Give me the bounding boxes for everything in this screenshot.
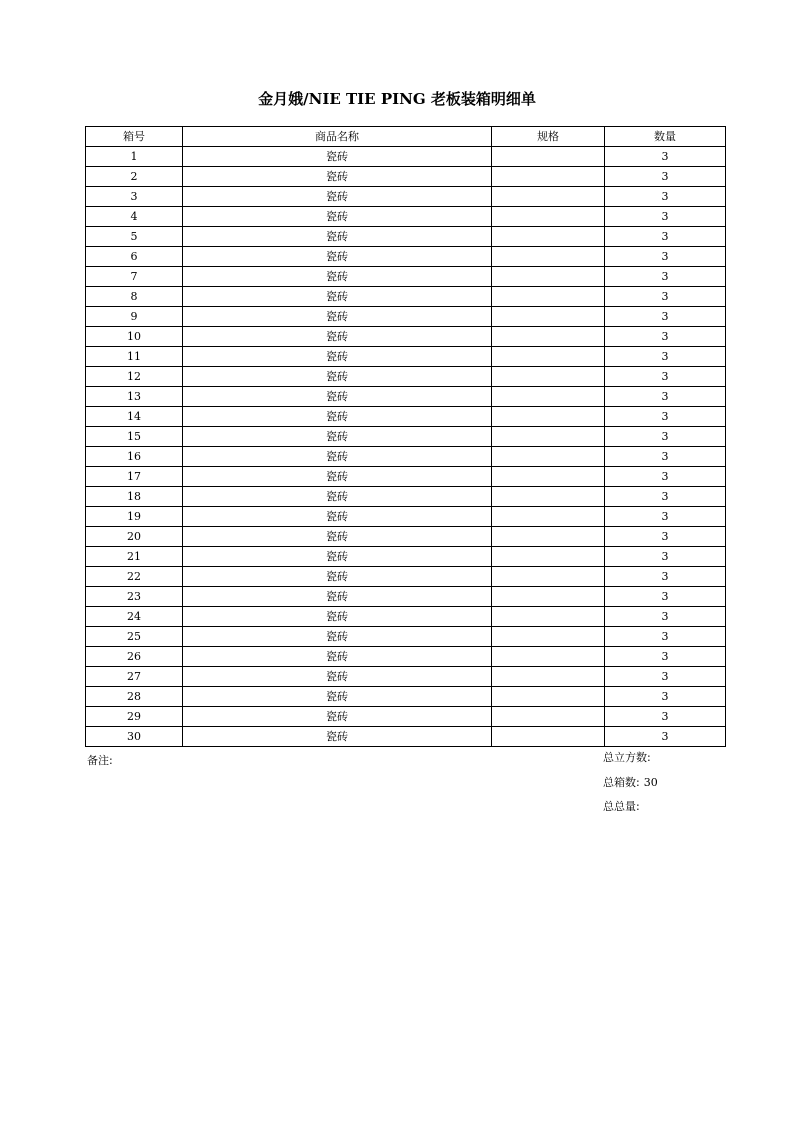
quantity-cell: 3 [605,627,726,647]
table-row [86,387,726,407]
spec-cell [492,207,605,227]
table-row [86,327,726,347]
spec-cell [492,427,605,447]
table-row [86,187,726,207]
box-no-cell: 21 [86,547,183,567]
spec-cell [492,367,605,387]
document-title: 金月娥/NIE TIE PING 老板装箱明细单 [258,90,536,108]
table-row [86,287,726,307]
box-no-cell: 12 [86,367,183,387]
product-name-cell: 瓷砖 [183,687,492,707]
quantity-cell: 3 [605,267,726,287]
box-no-cell: 13 [86,387,183,407]
product-name-cell: 瓷砖 [183,187,492,207]
table-header-row [86,127,726,147]
box-no-cell: 27 [86,667,183,687]
table-row [86,547,726,567]
quantity-cell: 3 [605,307,726,327]
quantity-cell: 3 [605,707,726,727]
box-no-cell: 18 [86,487,183,507]
table-row [86,227,726,247]
box-no-cell: 22 [86,567,183,587]
table-row [86,447,726,467]
header-spec: 规格 [492,127,605,147]
quantity-cell: 3 [605,247,726,267]
table-row [86,667,726,687]
box-no-cell: 26 [86,647,183,667]
total-volume-label: 总立方数: [603,751,651,764]
total-volume [603,749,651,765]
spec-cell [492,247,605,267]
table-row [86,307,726,327]
quantity-cell: 3 [605,427,726,447]
table-row [86,487,726,507]
quantity-cell: 3 [605,167,726,187]
table-row [86,527,726,547]
spec-cell [492,707,605,727]
spec-cell [492,387,605,407]
spec-cell [492,407,605,427]
quantity-cell: 3 [605,667,726,687]
quantity-cell: 3 [605,187,726,207]
quantity-cell: 3 [605,407,726,427]
spec-cell [492,167,605,187]
spec-cell [492,607,605,627]
quantity-cell: 3 [605,647,726,667]
product-name-cell: 瓷砖 [183,327,492,347]
table-row [86,507,726,527]
box-no-cell: 29 [86,707,183,727]
spec-cell [492,547,605,567]
table-row [86,707,726,727]
total-boxes [603,774,658,790]
total-weight [603,798,640,814]
box-no-cell: 4 [86,207,183,227]
spec-cell [492,527,605,547]
note-label: 备注: [87,754,113,767]
quantity-cell: 3 [605,467,726,487]
spec-cell [492,647,605,667]
spec-cell [492,727,605,747]
product-name-cell: 瓷砖 [183,727,492,747]
table-row [86,607,726,627]
product-name-cell: 瓷砖 [183,447,492,467]
product-name-cell: 瓷砖 [183,527,492,547]
spec-cell [492,487,605,507]
table-row [86,267,726,287]
quantity-cell: 3 [605,727,726,747]
spec-cell [492,147,605,167]
spec-cell [492,587,605,607]
spec-cell [492,267,605,287]
box-no-cell: 24 [86,607,183,627]
quantity-cell: 3 [605,327,726,347]
product-name-cell: 瓷砖 [183,647,492,667]
table-row [86,567,726,587]
spec-cell [492,187,605,207]
product-name-cell: 瓷砖 [183,207,492,227]
product-name-cell: 瓷砖 [183,287,492,307]
product-name-cell: 瓷砖 [183,587,492,607]
quantity-cell: 3 [605,567,726,587]
quantity-cell: 3 [605,687,726,707]
box-no-cell: 17 [86,467,183,487]
box-no-cell: 3 [86,187,183,207]
total-boxes-label: 总箱数: [603,776,640,789]
spec-cell [492,687,605,707]
quantity-cell: 3 [605,447,726,467]
quantity-cell: 3 [605,507,726,527]
product-name-cell: 瓷砖 [183,307,492,327]
box-no-cell: 10 [86,327,183,347]
product-name-cell: 瓷砖 [183,607,492,627]
packing-list-table [85,126,726,747]
quantity-cell: 3 [605,227,726,247]
table-row [86,247,726,267]
spec-cell [492,327,605,347]
box-no-cell: 19 [86,507,183,527]
spec-cell [492,227,605,247]
quantity-cell: 3 [605,207,726,227]
total-boxes-value: 30 [643,776,658,789]
spec-cell [492,507,605,527]
quantity-cell: 3 [605,487,726,507]
product-name-cell: 瓷砖 [183,487,492,507]
product-name-cell: 瓷砖 [183,227,492,247]
spec-cell [492,667,605,687]
quantity-cell: 3 [605,547,726,567]
product-name-cell: 瓷砖 [183,347,492,367]
spec-cell [492,347,605,367]
spec-cell [492,287,605,307]
quantity-cell: 3 [605,527,726,547]
header-quantity: 数量 [605,127,726,147]
box-no-cell: 14 [86,407,183,427]
product-name-cell: 瓷砖 [183,147,492,167]
table-row [86,207,726,227]
product-name-cell: 瓷砖 [183,407,492,427]
quantity-cell: 3 [605,147,726,167]
box-no-cell: 25 [86,627,183,647]
quantity-cell: 3 [605,607,726,627]
spec-cell [492,627,605,647]
box-no-cell: 8 [86,287,183,307]
table-row [86,347,726,367]
box-no-cell: 30 [86,727,183,747]
box-no-cell: 1 [86,147,183,167]
table-row [86,167,726,187]
quantity-cell: 3 [605,587,726,607]
table-body [86,147,726,747]
product-name-cell: 瓷砖 [183,167,492,187]
box-no-cell: 2 [86,167,183,187]
table-row [86,647,726,667]
table-row [86,467,726,487]
product-name-cell: 瓷砖 [183,667,492,687]
table-row [86,407,726,427]
box-no-cell: 28 [86,687,183,707]
box-no-cell: 11 [86,347,183,367]
header-product-name: 商品名称 [183,127,492,147]
table-row [86,587,726,607]
spec-cell [492,567,605,587]
product-name-cell: 瓷砖 [183,507,492,527]
quantity-cell: 3 [605,387,726,407]
quantity-cell: 3 [605,347,726,367]
product-name-cell: 瓷砖 [183,707,492,727]
product-name-cell: 瓷砖 [183,627,492,647]
product-name-cell: 瓷砖 [183,567,492,587]
box-no-cell: 23 [86,587,183,607]
quantity-cell: 3 [605,287,726,307]
box-no-cell: 6 [86,247,183,267]
table-row [86,727,726,747]
box-no-cell: 16 [86,447,183,467]
table-row [86,367,726,387]
quantity-cell: 3 [605,367,726,387]
product-name-cell: 瓷砖 [183,467,492,487]
product-name-cell: 瓷砖 [183,247,492,267]
table-row [86,147,726,167]
product-name-cell: 瓷砖 [183,367,492,387]
product-name-cell: 瓷砖 [183,267,492,287]
table-row [86,627,726,647]
box-no-cell: 7 [86,267,183,287]
product-name-cell: 瓷砖 [183,427,492,447]
product-name-cell: 瓷砖 [183,547,492,567]
product-name-cell: 瓷砖 [183,387,492,407]
box-no-cell: 9 [86,307,183,327]
spec-cell [492,307,605,327]
table-row [86,687,726,707]
spec-cell [492,447,605,467]
header-box-no: 箱号 [86,127,183,147]
box-no-cell: 5 [86,227,183,247]
box-no-cell: 20 [86,527,183,547]
total-weight-label: 总总量: [603,800,640,813]
table-row [86,427,726,447]
spec-cell [492,467,605,487]
box-no-cell: 15 [86,427,183,447]
